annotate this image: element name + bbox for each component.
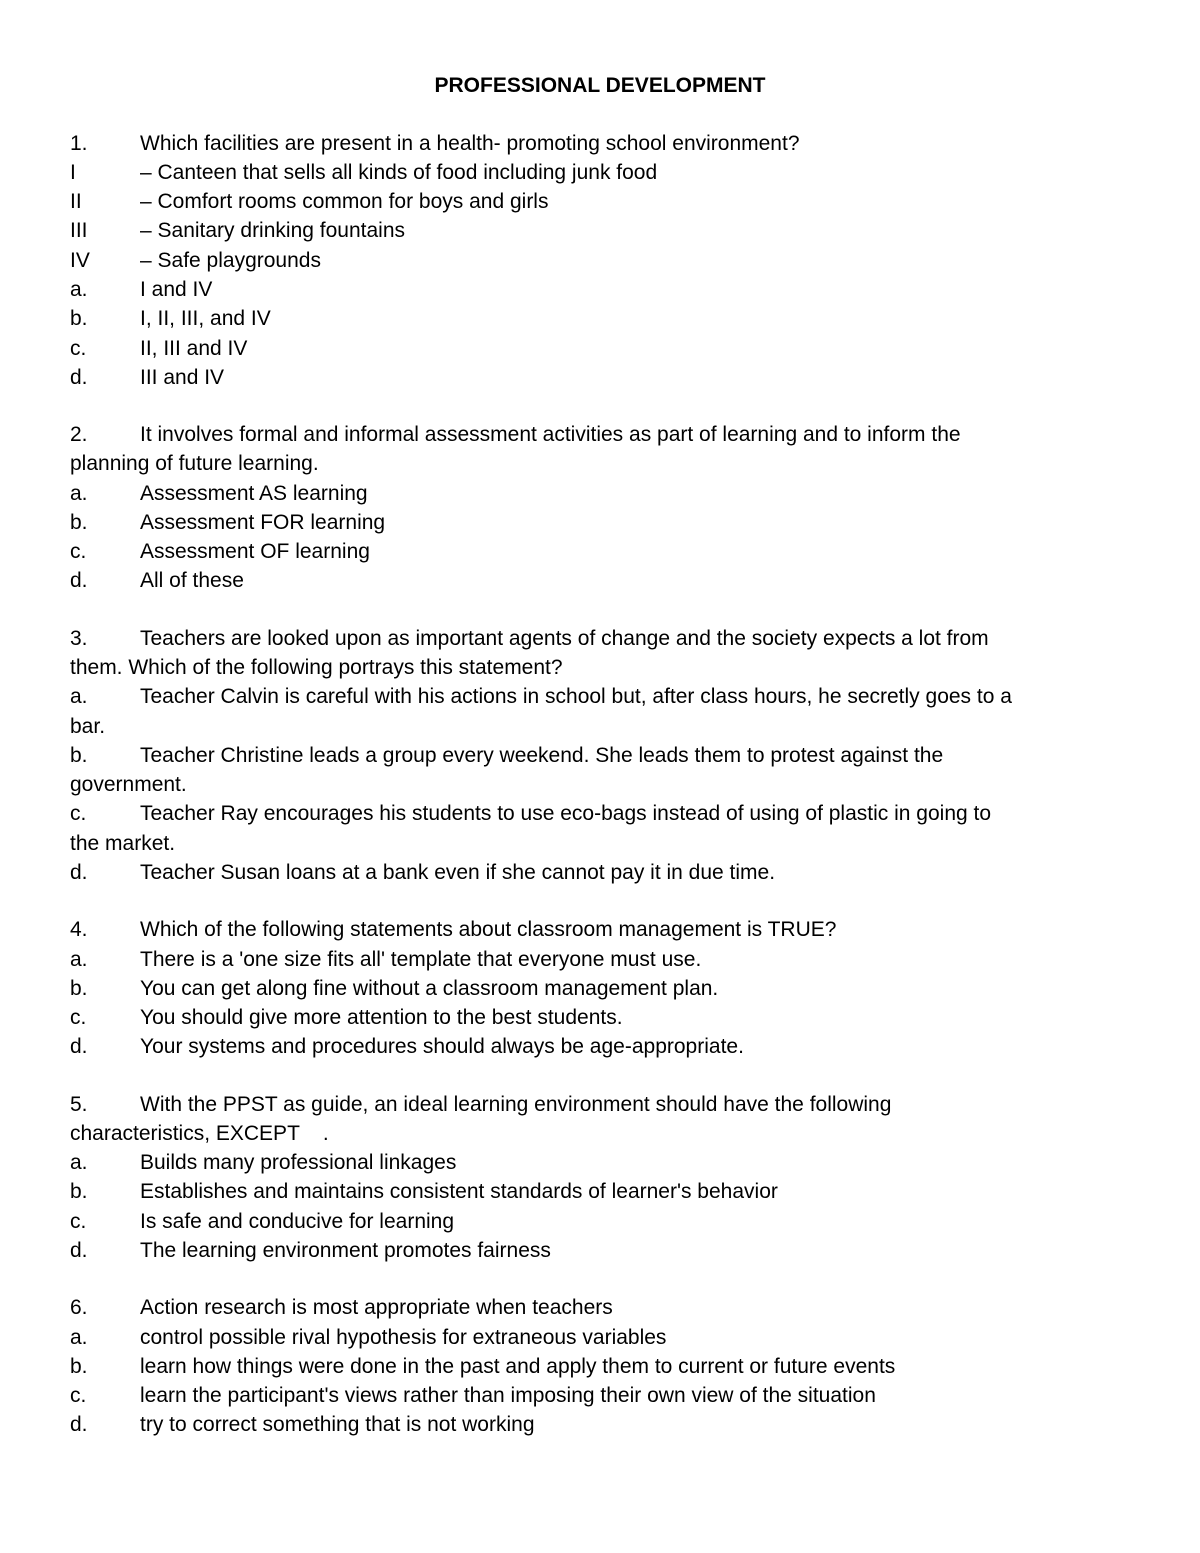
- choice-letter: b.: [70, 511, 88, 534]
- question-number: 2.: [70, 423, 88, 446]
- question-2: [70, 420, 1140, 449]
- choice-item: [70, 1003, 1140, 1032]
- choice-item: [70, 1236, 1140, 1265]
- choice-letter: d.: [70, 1413, 88, 1436]
- choice-letter: c.: [70, 1006, 87, 1029]
- statement-mark: III: [70, 219, 88, 242]
- choice-item: [70, 304, 1140, 333]
- question-text: Teachers are looked upon as important agents of change and the society expects a lot from: [140, 627, 989, 650]
- question-5: [70, 1090, 1140, 1119]
- choice-item: [70, 1381, 1140, 1410]
- choice-letter: b.: [70, 744, 88, 767]
- choice-text: The learning environment promotes fairness: [140, 1239, 551, 1262]
- choice-text: There is a 'one size fits all' template that everyone must use.: [140, 948, 702, 971]
- choice-text: All of these: [140, 569, 244, 592]
- statement-text: – Safe playgrounds: [140, 249, 321, 272]
- page-title: PROFESSIONAL DEVELOPMENT: [434, 74, 766, 97]
- statement-mark: IV: [70, 249, 90, 272]
- choice-letter: b.: [70, 1180, 88, 1203]
- choice-text: learn the participant's views rather than imposing their own view of the situation: [140, 1384, 876, 1407]
- statement-text: – Sanitary drinking fountains: [140, 219, 405, 242]
- question-text-continued: planning of future learning.: [70, 452, 319, 475]
- choice-letter: d.: [70, 569, 88, 592]
- question-3: [70, 624, 1140, 653]
- choice-letter: a.: [70, 1151, 88, 1174]
- choice-text: control possible rival hypothesis for extraneous variables: [140, 1326, 667, 1349]
- question-number: 5.: [70, 1093, 88, 1116]
- choice-text: I and IV: [140, 278, 213, 301]
- choice-letter: c.: [70, 1210, 87, 1233]
- choice-item: [70, 1323, 1140, 1352]
- choice-item: [70, 275, 1140, 304]
- choice-text: Teacher Christine leads a group every weekend. She leads them to protest against the: [140, 744, 944, 767]
- choice-text: III and IV: [140, 366, 225, 389]
- choice-text: Teacher Susan loans at a bank even if she cannot pay it in due time.: [140, 861, 776, 884]
- choice-item: [70, 363, 1140, 392]
- choice-text: try to correct something that is not working: [140, 1413, 535, 1436]
- statement-mark: I: [70, 161, 76, 184]
- statement-text: – Canteen that sells all kinds of food including junk food: [140, 161, 658, 184]
- choice-item: [70, 741, 1140, 770]
- choice-letter: b.: [70, 1355, 88, 1378]
- question-4: [70, 915, 1140, 944]
- choice-letter: c.: [70, 1384, 87, 1407]
- choice-letter: a.: [70, 278, 88, 301]
- choice-letter: c.: [70, 802, 87, 825]
- choice-letter: b.: [70, 977, 88, 1000]
- question-6: [70, 1293, 1140, 1322]
- question-number: 1.: [70, 132, 88, 155]
- choice-letter: a.: [70, 948, 88, 971]
- choice-text: Is safe and conducive for learning: [140, 1210, 455, 1233]
- question-text: With the PPST as guide, an ideal learning environment should have the following: [140, 1093, 892, 1116]
- question-text-continued: characteristics, EXCEPT .: [70, 1122, 329, 1145]
- choice-item: [70, 334, 1140, 363]
- question-text: Which of the following statements about classroom management is TRUE?: [140, 918, 837, 941]
- choice-text: Assessment FOR learning: [140, 511, 386, 534]
- question-number: 4.: [70, 918, 88, 941]
- choice-text: Teacher Ray encourages his students to use eco-bags instead of using of plastic in going to: [140, 802, 992, 825]
- choice-text: You can get along fine without a classroom management plan.: [140, 977, 719, 1000]
- question-text: Action research is most appropriate when teachers: [140, 1296, 613, 1319]
- choice-item: [70, 1177, 1140, 1206]
- choice-text: I, II, III, and IV: [140, 307, 271, 330]
- choice-letter: d.: [70, 366, 88, 389]
- choice-item: [70, 479, 1140, 508]
- question-1: [70, 129, 1140, 158]
- choice-letter: d.: [70, 1035, 88, 1058]
- choice-text: Your systems and procedures should always be age-appropriate.: [140, 1035, 744, 1058]
- choice-text: learn how things were done in the past and apply them to current or future events: [140, 1355, 896, 1378]
- choice-text-continued: bar.: [70, 715, 106, 738]
- choice-text: Builds many professional linkages: [140, 1151, 457, 1174]
- question-number: 6.: [70, 1296, 88, 1319]
- choice-text: Establishes and maintains consistent standards of learner's behavior: [140, 1180, 778, 1203]
- statement-item: [70, 246, 1140, 275]
- choice-item: [70, 1410, 1140, 1439]
- question-text: Which facilities are present in a health- promoting school environment?: [140, 132, 800, 155]
- choice-letter: d.: [70, 1239, 88, 1262]
- choice-item: [70, 566, 1140, 595]
- question-text-continued: them. Which of the following portrays this statement?: [70, 656, 563, 679]
- choice-item: [70, 1032, 1140, 1061]
- statement-item: [70, 187, 1140, 216]
- choice-letter: a.: [70, 685, 88, 708]
- choice-item: [70, 1148, 1140, 1177]
- choice-item: [70, 537, 1140, 566]
- choice-item: [70, 974, 1140, 1003]
- choice-item: [70, 858, 1140, 887]
- statement-item: [70, 158, 1140, 187]
- choice-item: [70, 945, 1140, 974]
- choice-letter: b.: [70, 307, 88, 330]
- choice-item: [70, 799, 1140, 828]
- choice-text-continued: government.: [70, 773, 187, 796]
- choice-item: [70, 1207, 1140, 1236]
- choice-letter: c.: [70, 540, 87, 563]
- statement-text: – Comfort rooms common for boys and girls: [140, 190, 549, 213]
- statement-mark: II: [70, 190, 82, 213]
- choice-letter: d.: [70, 861, 88, 884]
- choice-item: [70, 508, 1140, 537]
- choice-text-continued: the market.: [70, 832, 176, 855]
- choice-text: II, III and IV: [140, 337, 248, 360]
- choice-text: Assessment AS learning: [140, 482, 368, 505]
- choice-text: You should give more attention to the best students.: [140, 1006, 623, 1029]
- choice-item: [70, 1352, 1140, 1381]
- choice-item: [70, 682, 1140, 711]
- choice-text: Assessment OF learning: [140, 540, 370, 563]
- statement-item: [70, 216, 1140, 245]
- choice-text: Teacher Calvin is careful with his actions in school but, after class hours, he secretly goes to a: [140, 685, 1012, 708]
- question-text: It involves formal and informal assessment activities as part of learning and to inform the: [140, 423, 961, 446]
- question-number: 3.: [70, 627, 88, 650]
- choice-letter: a.: [70, 482, 88, 505]
- choice-letter: c.: [70, 337, 87, 360]
- choice-letter: a.: [70, 1326, 88, 1349]
